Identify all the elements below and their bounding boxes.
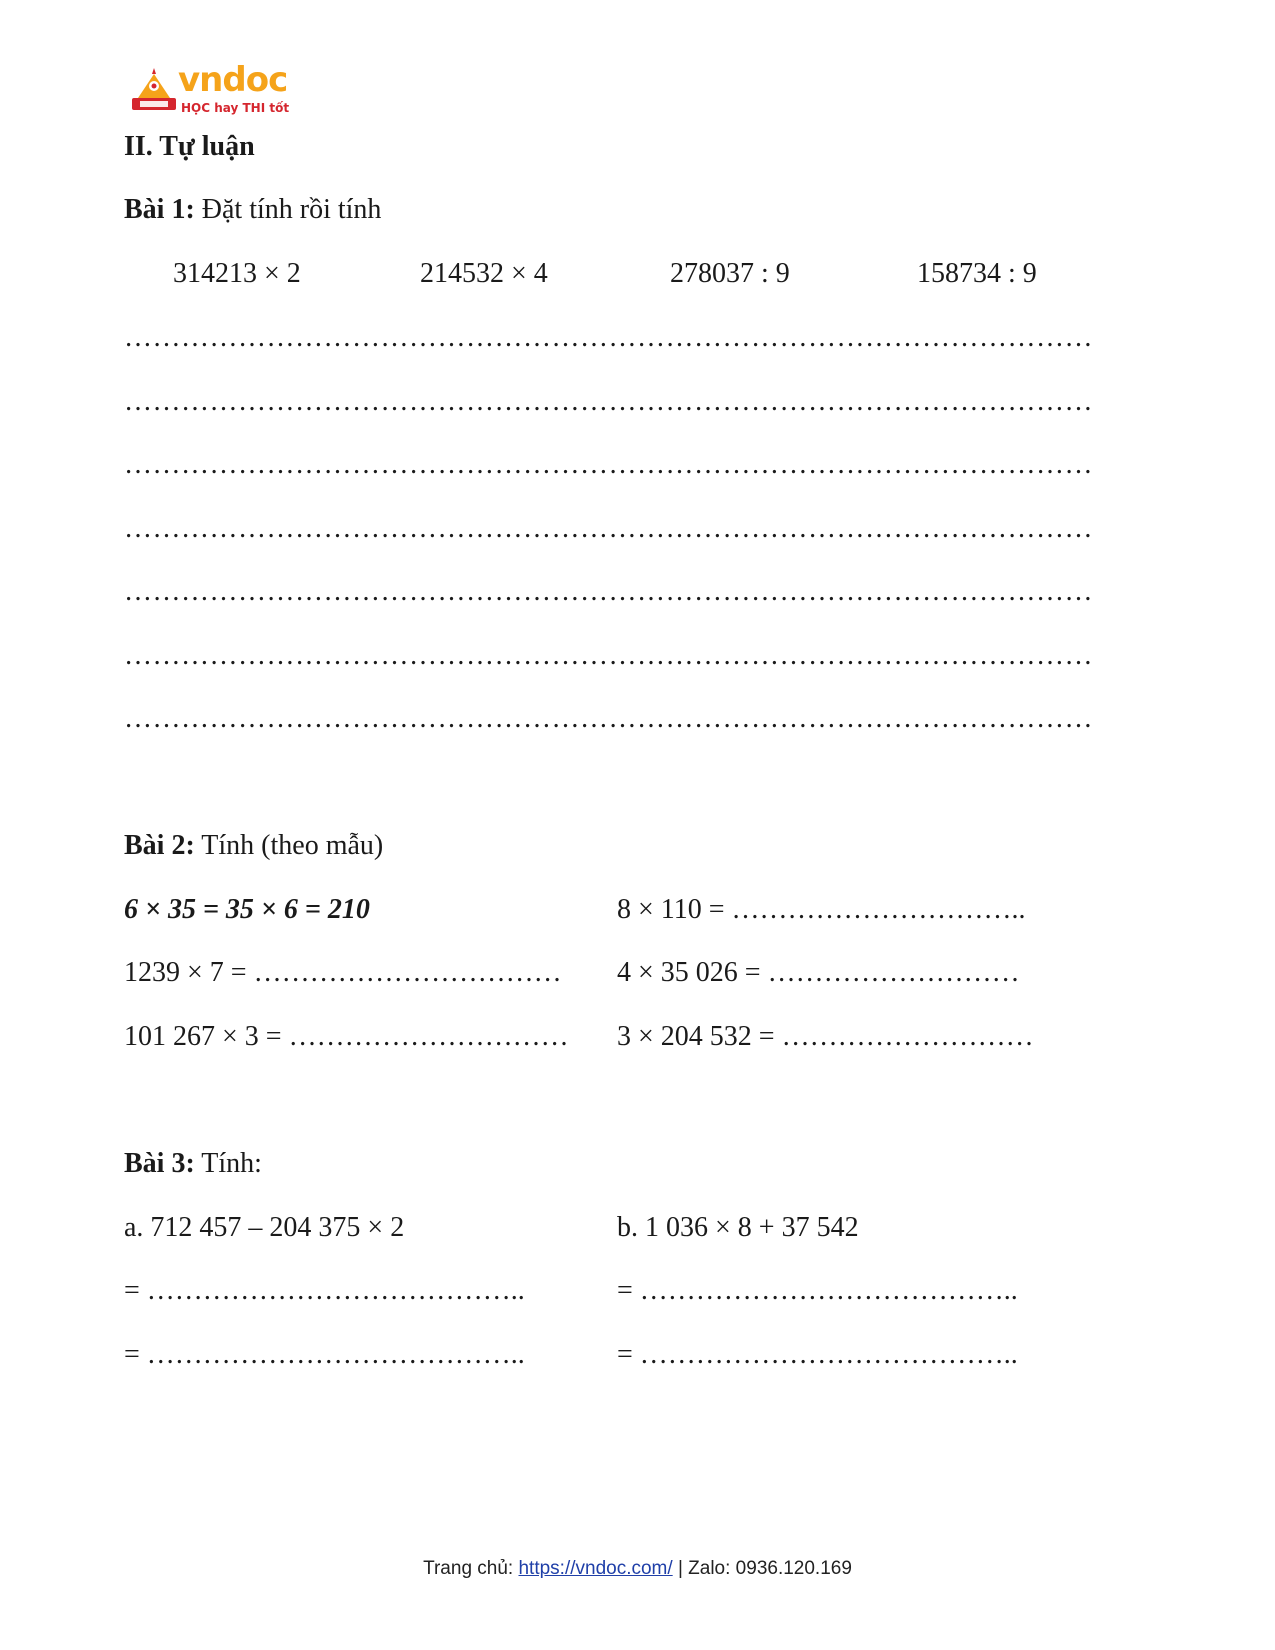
bai2-item: 1239 × 7 = …………………………… bbox=[124, 957, 562, 988]
bai1-instruction: Đặt tính rồi tính bbox=[201, 194, 382, 225]
bai1-label: Bài 1: bbox=[124, 194, 195, 225]
bai3-instruction: Tính: bbox=[201, 1148, 262, 1179]
bai2-instruction: Tính (theo mẫu) bbox=[201, 830, 384, 861]
bai3-part-b: b. 1 036 × 8 + 37 542 bbox=[617, 1212, 859, 1243]
bai1-problem: 214532 × 4 bbox=[420, 258, 548, 289]
section-title: II. Tự luận bbox=[124, 131, 255, 162]
answer-line: ………………………………………………………………………………………… bbox=[124, 322, 1093, 353]
bai3-answer-b: = ………………………………….. bbox=[617, 1275, 1018, 1306]
bai3-part-a: a. 712 457 – 204 375 × 2 bbox=[124, 1212, 405, 1243]
bai3-answer-a: = ………………………………….. bbox=[124, 1339, 525, 1370]
bai1-problem: 278037 : 9 bbox=[670, 258, 790, 289]
answer-line: ………………………………………………………………………………………… bbox=[124, 449, 1093, 480]
page-footer bbox=[0, 1558, 1275, 1580]
answer-line: ………………………………………………………………………………………… bbox=[124, 640, 1093, 671]
bai3-label: Bài 3: bbox=[124, 1148, 195, 1179]
answer-line: ………………………………………………………………………………………… bbox=[124, 703, 1093, 734]
answer-line: ………………………………………………………………………………………… bbox=[124, 576, 1093, 607]
footer-contact: | Zalo: 0936.120.169 bbox=[672, 1558, 852, 1579]
answer-line: ………………………………………………………………………………………… bbox=[124, 386, 1093, 417]
footer-link[interactable]: https://vndoc.com/ bbox=[518, 1558, 673, 1579]
bai1-problem: 158734 : 9 bbox=[917, 258, 1037, 289]
bai1-problem: 314213 × 2 bbox=[173, 258, 301, 289]
bai3-answer-b: = ………………………………….. bbox=[617, 1339, 1018, 1370]
logo-wordmark: vndoc bbox=[178, 60, 288, 100]
castle-icon bbox=[128, 68, 180, 114]
logo-tagline: HỌC hay THI tốt bbox=[181, 101, 290, 115]
bai2-item: 3 × 204 532 = ……………………… bbox=[617, 1021, 1034, 1052]
bai2-item: 101 267 × 3 = ………………………… bbox=[124, 1021, 569, 1052]
answer-line: ………………………………………………………………………………………… bbox=[124, 513, 1093, 544]
footer-prefix: Trang chủ: bbox=[423, 1558, 519, 1579]
bai2-label: Bài 2: bbox=[124, 830, 195, 861]
bai3-answer-a: = ………………………………….. bbox=[124, 1275, 525, 1306]
bai1-heading bbox=[124, 194, 381, 226]
bai2-item: 4 × 35 026 = ……………………… bbox=[617, 957, 1020, 988]
bai2-item: 8 × 110 = ………………………….. bbox=[617, 894, 1026, 925]
bai2-heading bbox=[124, 830, 383, 862]
bai3-heading bbox=[124, 1148, 262, 1180]
bai2-example: 6 × 35 = 35 × 6 = 210 bbox=[124, 894, 370, 925]
